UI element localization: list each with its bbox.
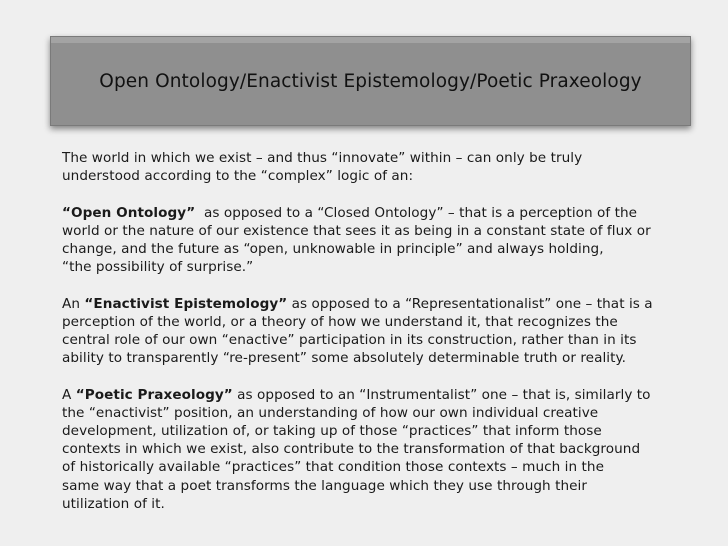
praxeology-line: contexts in which we exist, also contribute to the transformation of that background (62, 441, 641, 458)
praxeology-line: utilization of it. (62, 495, 165, 512)
ontology-line: change, and the future as “open, unknowable in principle” and always holding, (62, 241, 604, 257)
ontology-line: world or the nature of our existence that sees it as being in a constant state of flux or (62, 222, 651, 239)
ontology-line-text: as opposed to a “Closed Ontology” – that is a perception of the (195, 204, 638, 221)
praxeology-line: the “enactivist” position, an understanding of how our own individual creative (62, 404, 599, 421)
praxeology-line: development, utilization of, or taking up of those “practices” that inform those (62, 423, 602, 439)
epistemology-line-text: as opposed to a “Representationalist” one – that is a (287, 295, 653, 312)
poetic-praxeology-term: “Poetic Praxeology” (75, 386, 233, 403)
ontology-line: “the possibility of surprise.” (62, 259, 254, 276)
intro-line: understood according to the “complex” logic of an: (62, 168, 414, 185)
enactivist-epistemology-term: “Enactivist Epistemology” (84, 295, 288, 312)
enactivist-epistemology-paragraph (62, 295, 694, 368)
slide-body (62, 149, 694, 513)
praxeology-prefix: A (62, 386, 76, 403)
open-ontology-paragraph (62, 204, 694, 277)
praxeology-line: of historically available “practices” that condition those contexts – much in the (62, 459, 604, 476)
ontology-first-line (62, 204, 694, 222)
slide-title-box (50, 36, 691, 126)
poetic-praxeology-paragraph (62, 386, 694, 513)
epistemology-line: central role of our own “enactive” participation in its construction, rather than in its (62, 332, 637, 348)
intro-paragraph (62, 149, 694, 185)
epistemology-line: ability to transparently “re-present” some absolutely determinable truth or reality. (62, 350, 627, 367)
praxeology-line: same way that a poet transforms the language which they use through their (62, 477, 588, 494)
praxeology-line-text: as opposed to an “Instrumentalist” one – that is, similarly to (232, 386, 651, 403)
praxeology-first-line (62, 386, 694, 404)
intro-line: The world in which we exist – and thus “innovate” within – can only be truly (62, 150, 583, 166)
epistemology-first-line (62, 295, 694, 313)
epistemology-prefix: An (62, 295, 85, 312)
slide-title: Open Ontology/Enactivist Epistemology/Poetic Praxeology (99, 71, 642, 92)
open-ontology-term: “Open Ontology” (62, 204, 196, 221)
epistemology-line: perception of the world, or a theory of how we understand it, that recognizes the (62, 313, 618, 330)
